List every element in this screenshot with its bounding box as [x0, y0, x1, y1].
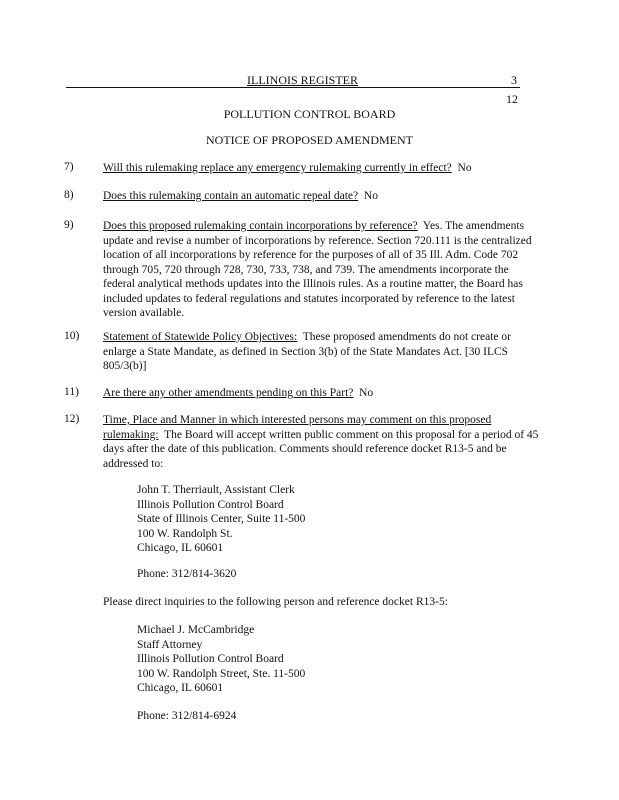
- item-11-body: No: [359, 387, 374, 399]
- item-7-number: 7): [64, 161, 74, 173]
- item-10-body: These proposed amendments do not create or enlarge a State Mandate, as defined in Section 3(b) of the State Mandates Act. [30 ILCS 805/3(b)]: [103, 331, 511, 372]
- item-9-heading: Does this proposed rulemaking contain incorporations by reference?: [103, 220, 418, 232]
- item-8-body: No: [363, 190, 378, 202]
- address-line: Illinois Pollution Control Board: [137, 653, 284, 665]
- item-8-heading: Does this rulemaking contain an automatic repeal date?: [103, 190, 359, 202]
- item-9: [103, 219, 540, 321]
- item-7-heading: Will this rulemaking replace any emergency rulemaking currently in effect?: [103, 162, 452, 174]
- contact-clerk-phone: Phone: 312/814-3620: [137, 568, 237, 580]
- item-10: [103, 330, 540, 374]
- item-8-number: 8): [64, 189, 74, 201]
- item-8: [103, 189, 540, 204]
- page-number: 3: [511, 73, 517, 87]
- item-10-number: 10): [64, 330, 80, 342]
- address-line: State of Illinois Center, Suite 11-500: [137, 513, 306, 525]
- item-12-heading: Time, Place and Manner in which interested persons may comment on this proposed rulemaking:: [103, 414, 492, 441]
- item-12-body: The Board will accept written public comment on this proposal for a period of 45 days after the date of this publication. Comments should reference docket R13-5 and be addressed to:: [103, 428, 539, 470]
- header-rule: [66, 87, 520, 88]
- item-7: [103, 161, 540, 176]
- notice-title: NOTICE OF PROPOSED AMENDMENT: [205, 133, 414, 147]
- address-line: Chicago, IL 60601: [137, 542, 224, 554]
- contact-attorney-address: [137, 623, 305, 696]
- address-line: 100 W. Randolph Street, Ste. 11-500: [137, 667, 306, 680]
- register-title: ILLINOIS REGISTER: [247, 73, 358, 87]
- issue-number: 12: [506, 92, 518, 106]
- item-11-number: 11): [64, 386, 79, 398]
- address-line: Chicago, IL 60601: [137, 682, 224, 694]
- address-line: 100 W. Randolph St.: [137, 527, 233, 540]
- address-line: Staff Attorney: [137, 638, 203, 651]
- contact-attorney-phone: Phone: 312/814-6924: [137, 710, 237, 722]
- item-12-number: 12): [64, 413, 80, 425]
- address-line: Illinois Pollution Control Board: [137, 498, 284, 511]
- item-11: [103, 386, 540, 401]
- inquiries-text: Please direct inquiries to the following person and reference docket R13-5:: [103, 596, 448, 608]
- item-9-body: Yes. The amendments update and revise a number of incorporations by reference. Section 720.111 is the centralized location of all incorporations by reference for the purposes of all of 35 Ill. Adm. Code 702 through 705, 720 through 728, 730, 733, 738, and 739. The amendments incorporate the federal analytical methods updates into the Illinois rules. As a routine matter, the Board has included updates to federal regulations and statutes incorporated by reference to the latest version available.: [103, 220, 532, 319]
- item-11-heading: Are there any other amendments pending on this Part?: [103, 387, 354, 399]
- item-7-body: No: [457, 162, 472, 174]
- item-9-number: 9): [64, 219, 74, 231]
- address-line: Michael J. McCambridge: [137, 624, 255, 636]
- item-12: [103, 413, 540, 471]
- item-10-heading: Statement of Statewide Policy Objectives:: [103, 331, 298, 343]
- agency-title: POLLUTION CONTROL BOARD: [223, 107, 396, 121]
- address-line: John T. Therriault, Assistant Clerk: [137, 484, 295, 496]
- contact-clerk-address: [137, 483, 305, 556]
